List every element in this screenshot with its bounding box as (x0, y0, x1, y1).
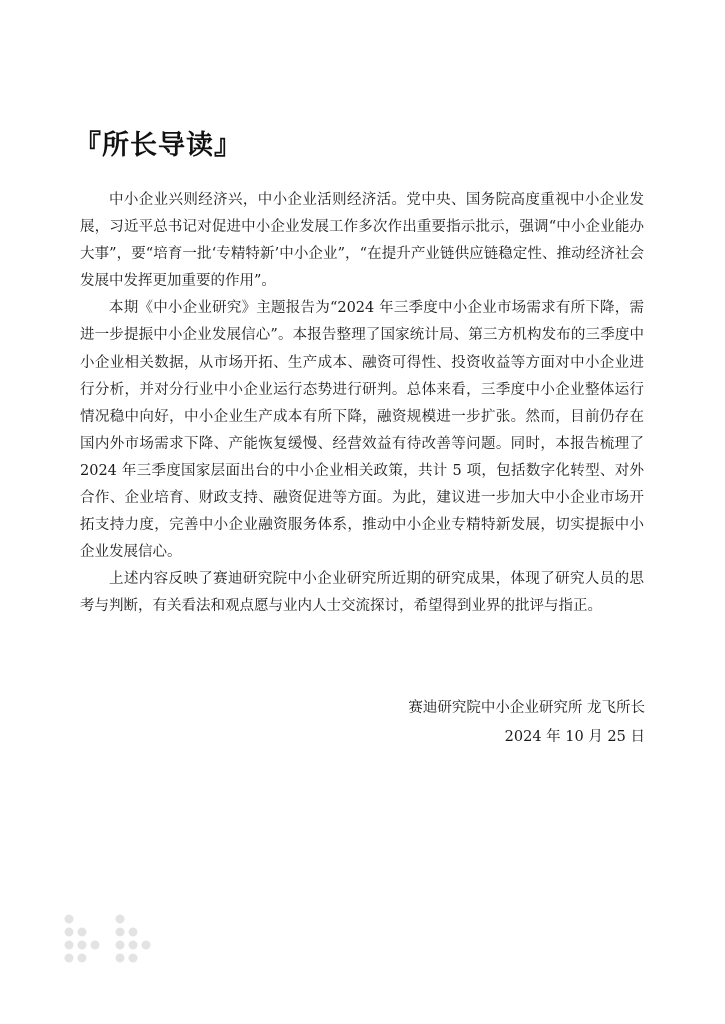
page-title: 『所长导读』 (74, 130, 242, 161)
dot-pattern-logo-icon (62, 912, 162, 972)
paragraph-1: 中小企业兴则经济兴，中小企业活则经济活。党中央、国务院高度重视中小企业发展，习近平总书记对促进中小企业发展工作多次作出重要指示批示，强调“中小企业能办大事”，要“培育一批‘专精特新’中小企业”，“在提升产业链供应链稳定性、推动经济社会发展中发挥更加重要的作用”。 (80, 192, 644, 290)
signature-author: 赛迪研究院中小企业研究所 龙飞所长 (408, 700, 645, 716)
paragraph-3: 上述内容反映了赛迪研究院中小企业研究所近期的研究成果，体现了研究人员的思考与判断，有关看法和观点愿与业内人士交流探讨，希望得到业界的批评与指正。 (80, 571, 644, 615)
paragraph-2: 本期《中小企业研究》主题报告为“2024 年三季度中小企业市场需求有所下降，需进一步提振中小企业发展信心”。本报告整理了国家统计局、第三方机构发布的三季度中小企业相关数据，从市场开拓、生产成本、融资可得性、投资收益等方面对中小企业进行分析，并对分行业中小企业运行态势进行研判。总体来看，三季度中小企业整体运行情况稳中向好，中小企业生产成本有所下降，融资规模进一步扩张。然而，目前仍存在国内外市场需求下降、产能恢复缓慢、经营效益有待改善等问题。同时，本报告梳理了 2024 年三季度国家层面出台的中小企业相关政策，共计 5 项，包括数字化转型、对外合作、企业培育、财政支持、融资促进等方面。为此，建议进一步加大中小企业市场开拓支持力度，完善中小企业融资服务体系，推动中小企业专精特新发展，切实提振中小企业发展信心。 (80, 300, 644, 561)
signature-date: 2024 年 10 月 25 日 (504, 729, 645, 745)
foreword-body (80, 187, 644, 621)
signature-block (408, 694, 645, 752)
